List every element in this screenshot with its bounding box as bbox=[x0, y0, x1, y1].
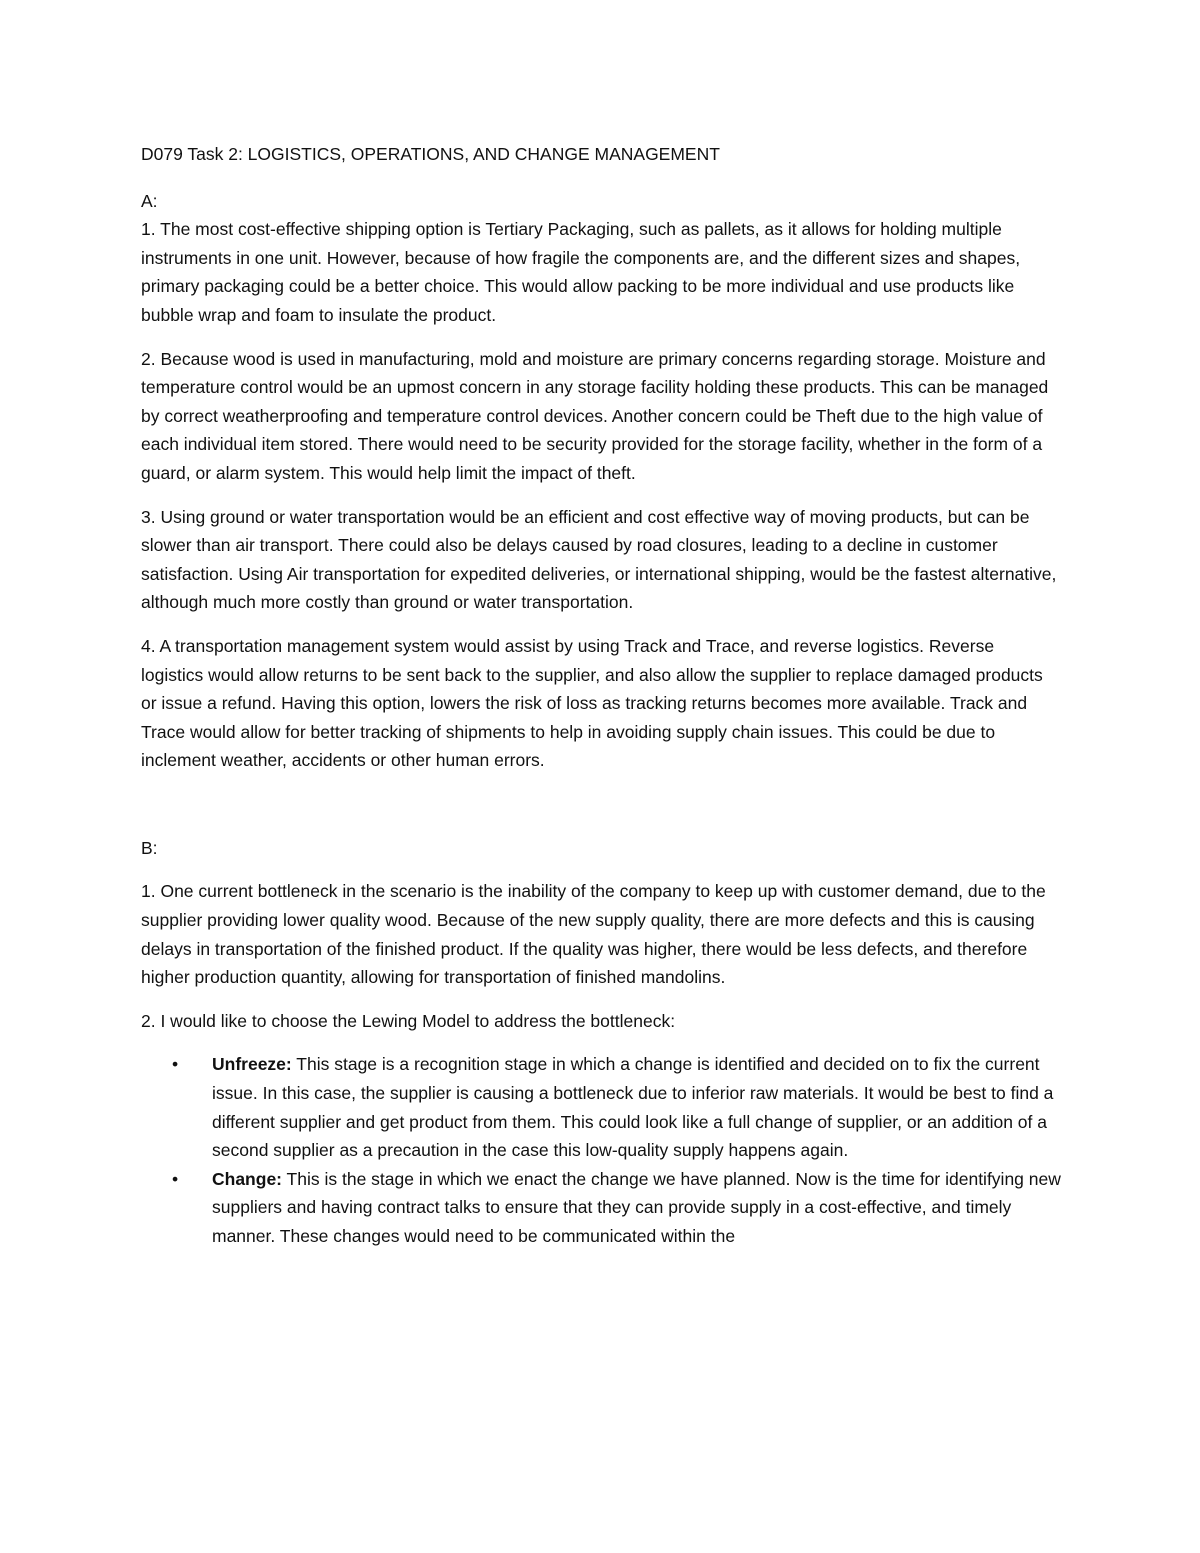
stage-text-change: This is the stage in which we enact the change we have planned. Now is the time for identifying new suppliers and having contract talks to ensure that they can provide supply in a cost-effective, and timely manner. These changes would need to be communicated within the bbox=[212, 1168, 1061, 1246]
bullet-icon: • bbox=[172, 1054, 179, 1075]
document-title: D079 Task 2: LOGISTICS, OPERATIONS, AND CHANGE MANAGEMENT bbox=[141, 144, 720, 164]
section-a-paragraph-3: 3. Using ground or water transportation would be an efficient and cost effective way of moving products, but can be slower than air transport. There could also be delays caused by road closures, leading to a decline in customer satisfaction. Using Air transportation for expedited deliveries, or international shipping, would be the fastest alternative, although much more costly than ground or water transportation. bbox=[141, 506, 1057, 613]
section-a-label: A: bbox=[141, 190, 158, 211]
stage-text-unfreeze: This stage is a recognition stage in which a change is identified and decided on to fix the current issue. In this case, the supplier is causing a bottleneck due to inferior raw materials. It would be best to find a different supplier and get product from them. This could look like a full change of supplier, or an addition of a second supplier as a precaution in the case this low-quality supply happens again. bbox=[212, 1054, 1054, 1161]
lewin-stages-list bbox=[141, 1050, 1061, 1250]
stage-term-change: Change: bbox=[212, 1168, 282, 1189]
list-item-change bbox=[141, 1165, 1061, 1251]
list-item-unfreeze bbox=[141, 1050, 1061, 1164]
section-spacer bbox=[141, 790, 1061, 834]
stage-term-unfreeze: Unfreeze: bbox=[212, 1054, 292, 1075]
document-page bbox=[141, 140, 1061, 1251]
section-b-paragraph-1: 1. One current bottleneck in the scenario is the inability of the company to keep up with customer demand, due to the supplier providing lower quality wood. Because of the new supply quality, there are more defects and this is causing delays in transportation of the finished product. If the quality was higher, there would be less defects, and therefore higher production quantity, allowing for transportation of finished mandolins. bbox=[141, 881, 1046, 988]
bullet-icon: • bbox=[172, 1168, 179, 1189]
section-b-paragraph-2: 2. I would like to choose the Lewing Model to address the bottleneck: bbox=[141, 1010, 676, 1031]
section-a-paragraph-4: 4. A transportation management system would assist by using Track and Trace, and reverse logistics. Reverse logistics would allow returns to be sent back to the supplier, and also allow the supplier to replace damaged products or issue a refund. Having this option, lowers the risk of loss as tracking returns becomes more available. Track and Trace would allow for better tracking of shipments to help in avoiding supply chain issues. This could be due to inclement weather, accidents or other human errors. bbox=[141, 635, 1043, 771]
section-b-label: B: bbox=[141, 837, 158, 858]
section-a-paragraph-1: 1. The most cost-effective shipping option is Tertiary Packaging, such as pallets, as it allows for holding multiple instruments in one unit. However, because of how fragile the components are, and the different sizes and shapes, primary packaging could be a better choice. This would allow packing to be more individual and use products like bubble wrap and foam to insulate the product. bbox=[141, 219, 1021, 325]
section-a-paragraph-2: 2. Because wood is used in manufacturing, mold and moisture are primary concerns regarding storage. Moisture and temperature control would be an upmost concern in any storage facility holding these products. This can be managed by correct weatherproofing and temperature control devices. Another concern could be Theft due to the high value of each individual item stored. There would need to be security provided for the storage facility, whether in the form of a guard, or alarm system. This would help limit the impact of theft. bbox=[141, 348, 1049, 483]
